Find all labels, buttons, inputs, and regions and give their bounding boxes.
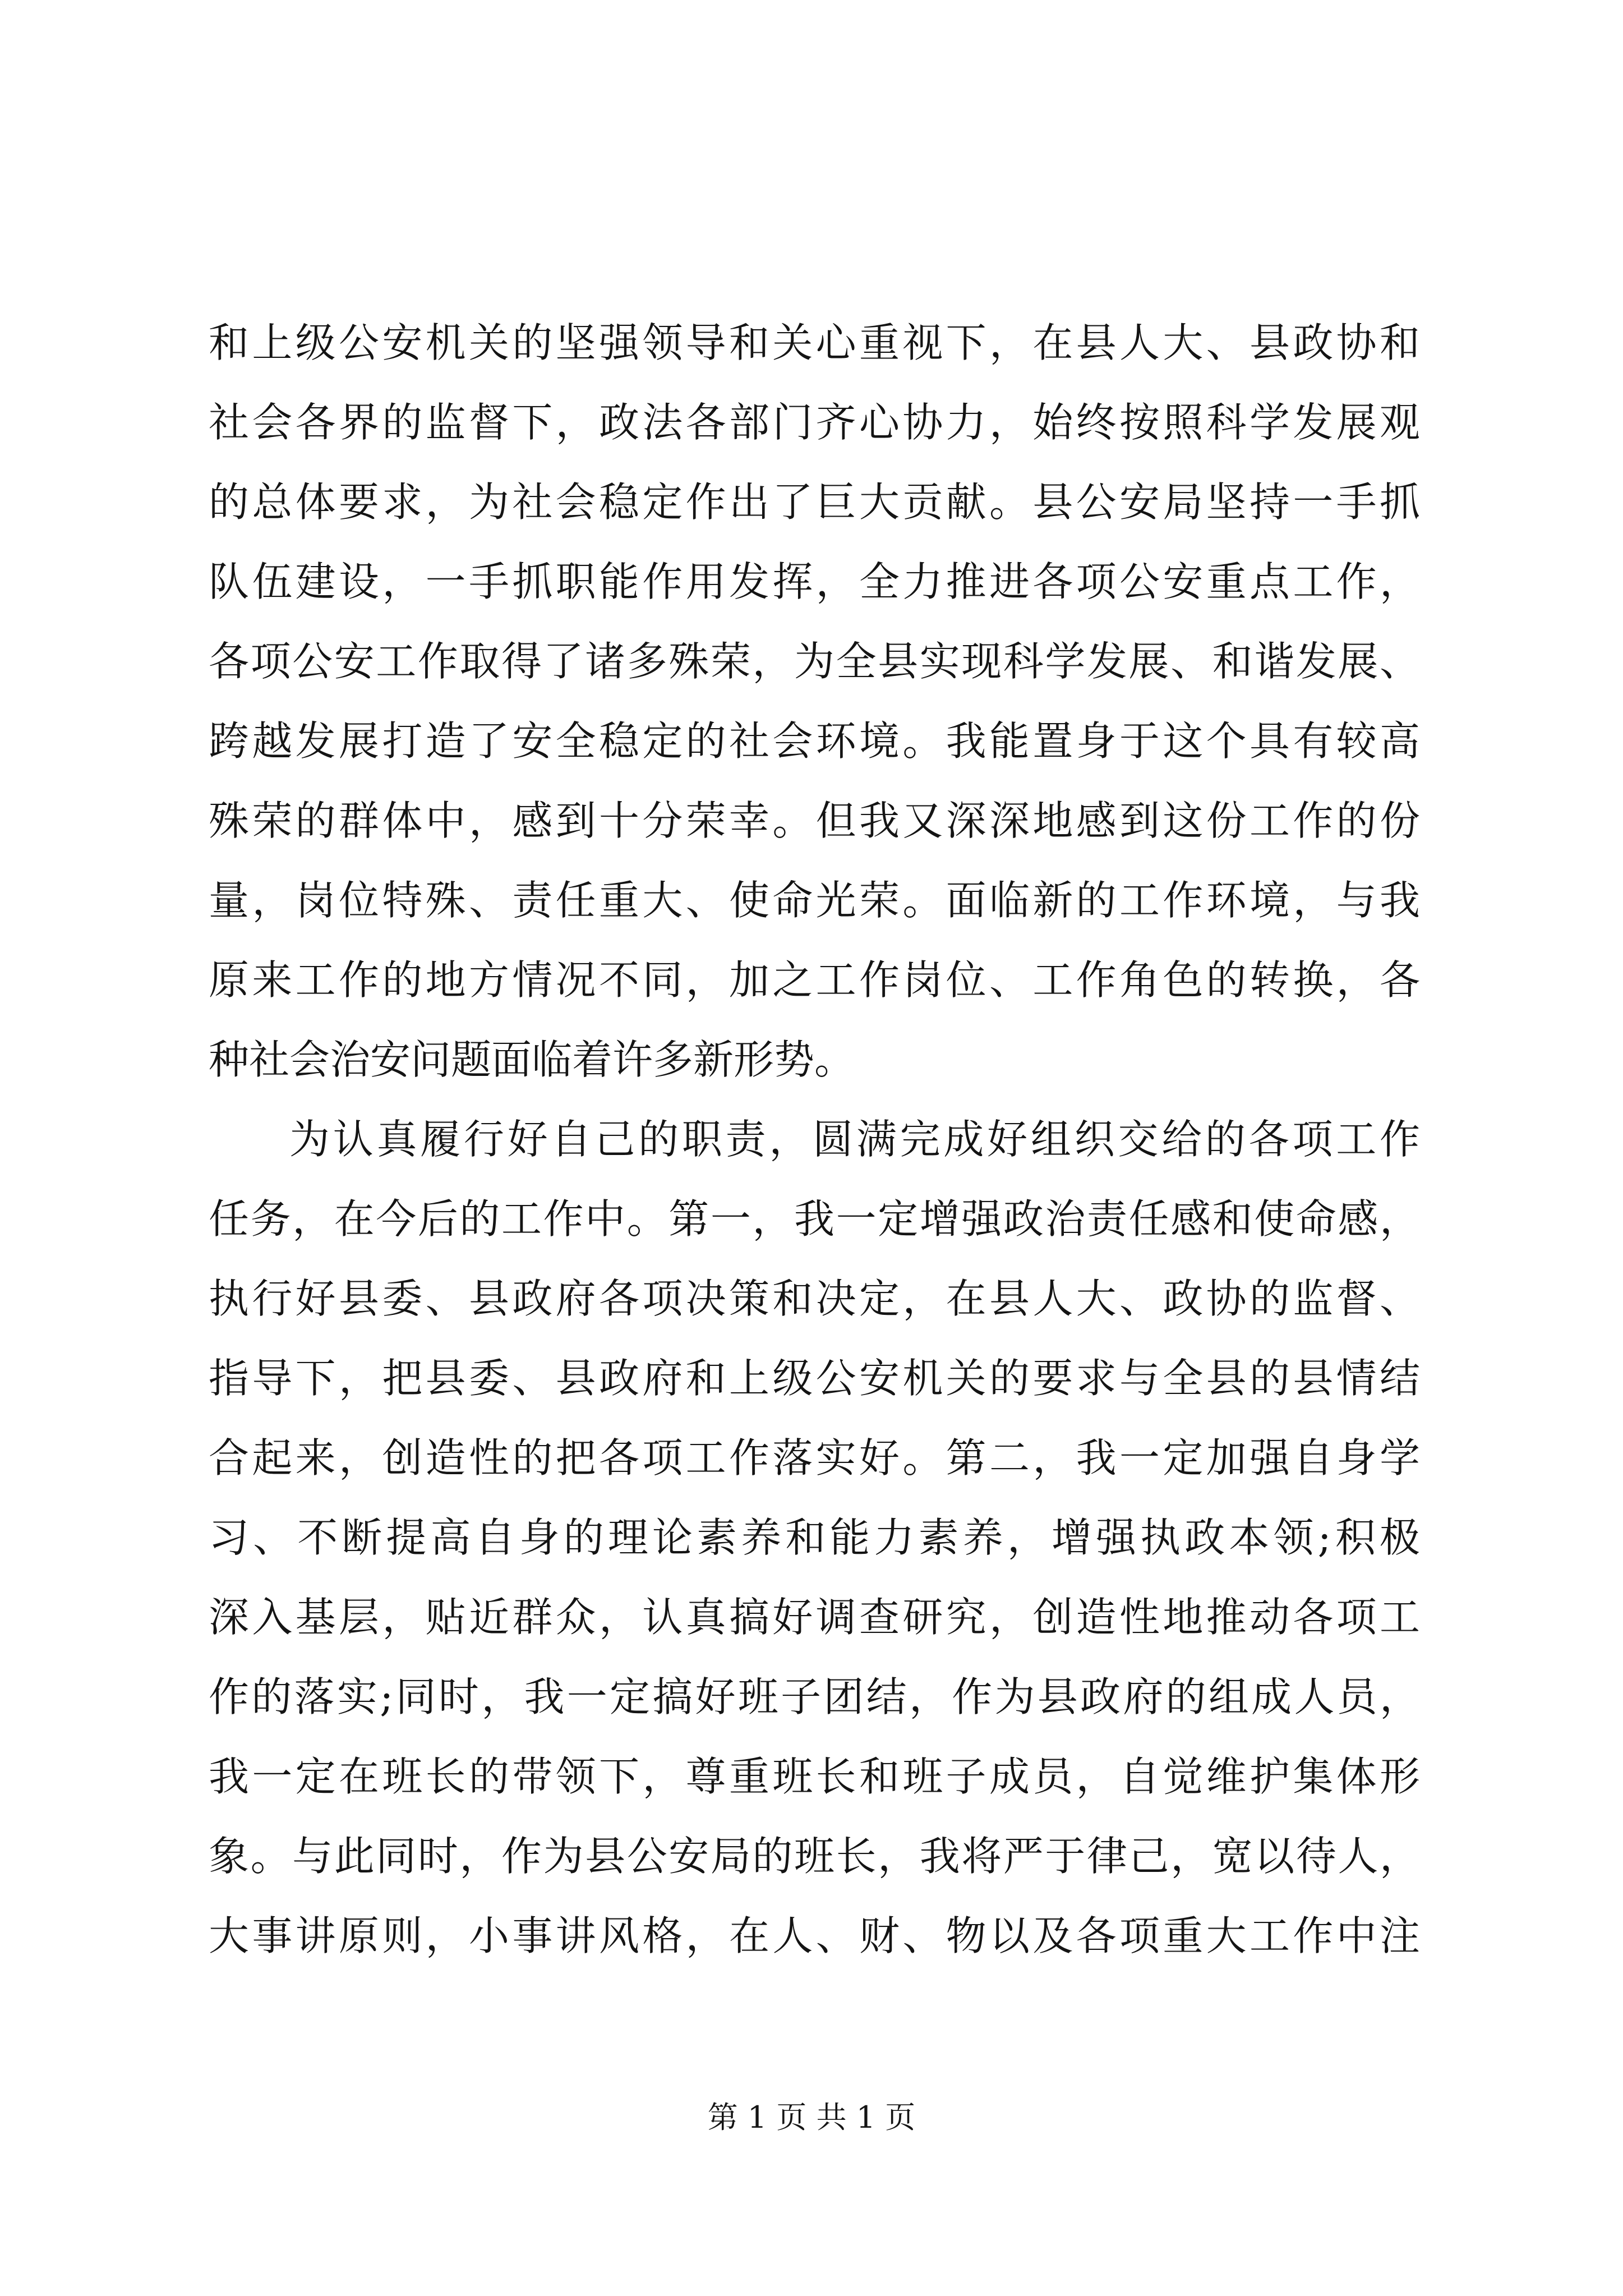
text-line: 深入基层，贴近群众，认真搞好调查研究，创造性地推动各项工: [209, 1594, 1420, 1641]
document-body: [209, 303, 1420, 1976]
text-line: 指导下，把县委、县政府和上级公安机关的要求与全县的县情结: [209, 1355, 1420, 1402]
text-line: 合起来，创造性的把各项工作落实好。第二，我一定加强自身学: [209, 1434, 1420, 1481]
paragraph-1: [209, 303, 1420, 1099]
text-line: 殊荣的群体中，感到十分荣幸。但我又深深地感到这份工作的份: [209, 797, 1420, 844]
text-line: 种社会治安问题面临着许多新形势。: [209, 1036, 855, 1083]
paragraph-2: [209, 1099, 1420, 1976]
text-line: 为认真履行好自己的职责，圆满完成好组织交给的各项工作: [289, 1116, 1420, 1163]
text-line: 任务，在今后的工作中。第一，我一定增强政治责任感和使命感，: [209, 1195, 1420, 1243]
text-line: 队伍建设，一手抓职能作用发挥，全力推进各项公安重点工作，: [209, 558, 1420, 605]
text-line: 执行好县委、县政府各项决策和决定，在县人大、政协的监督、: [209, 1275, 1420, 1322]
text-line: 原来工作的地方情况不同，加之工作岗位、工作角色的转换，各: [209, 956, 1420, 1004]
text-line: 习、不断提高自身的理论素养和能力素养，增强执政本领;积极: [209, 1514, 1420, 1561]
text-line: 社会各界的监督下，政法各部门齐心协力，始终按照科学发展观: [209, 399, 1420, 446]
text-line: 各项公安工作取得了诸多殊荣，为全县实现科学发展、和谐发展、: [209, 638, 1420, 685]
page-footer: [0, 2101, 1623, 2134]
text-line: 我一定在班长的带领下，尊重班长和班子成员，自觉维护集体形: [209, 1753, 1420, 1800]
page-number: 第 1 页 共 1 页: [707, 2100, 916, 2135]
text-line: 大事讲原则，小事讲风格，在人、财、物以及各项重大工作中注: [209, 1912, 1420, 1959]
text-line: 象。与此同时，作为县公安局的班长，我将严于律己，宽以待人，: [209, 1833, 1420, 1880]
text-line: 的总体要求，为社会稳定作出了巨大贡献。县公安局坚持一手抓: [209, 478, 1420, 526]
text-line: 量，岗位特殊、责任重大、使命光荣。面临新的工作环境，与我: [209, 877, 1420, 924]
text-line: 作的落实;同时，我一定搞好班子团结，作为县政府的组成人员，: [209, 1673, 1420, 1720]
text-line: 和上级公安机关的坚强领导和关心重视下，在县人大、县政协和: [209, 319, 1420, 366]
text-line: 跨越发展打造了安全稳定的社会环境。我能置身于这个具有较高: [209, 717, 1420, 765]
